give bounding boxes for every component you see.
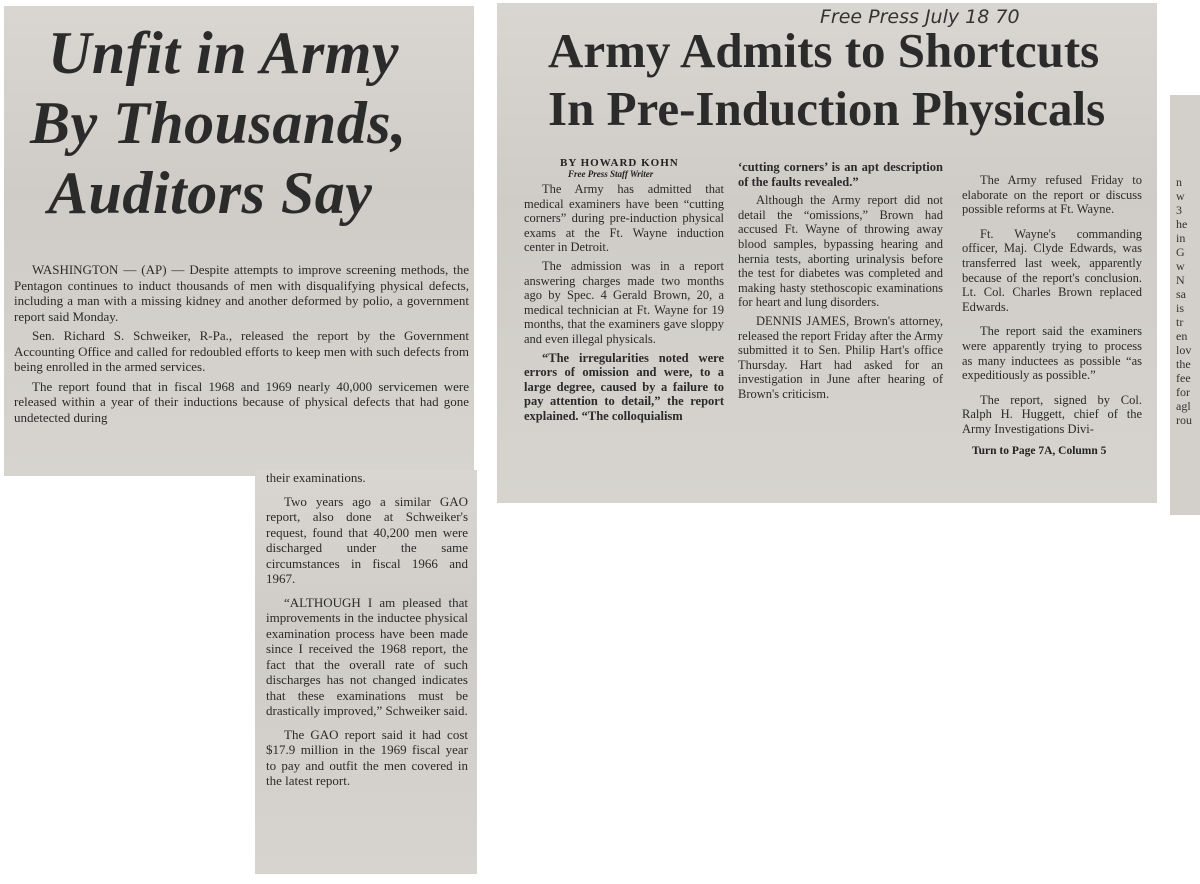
paragraph: “ALTHOUGH I am pleased that improvements in the inductee physical examination process have been made since I received the 1968 report, the fact that the overall rate of such discharges has not changed indicates that these examinations must be drastically improved,” Schweiker said.: [266, 594, 468, 718]
edge-fragment: rou: [1176, 413, 1192, 427]
paragraph: Ft. Wayne's commanding officer, Maj. Clyde Edwards, was transferred last week, apparently because of the report's conclusion. Lt. Col. Charles Brown replaced Edwards.: [962, 226, 1142, 314]
edge-fragment: agl: [1176, 399, 1191, 413]
paragraph: The Army has admitted that medical examiners have been “cutting corners” during pre-induction physical exams at the Ft. Wayne induction center in Detroit.: [524, 182, 724, 255]
headline-line-1: Army Admits to Shortcuts: [548, 23, 1100, 78]
edge-fragment: w: [1176, 189, 1185, 203]
byline: BY HOWARD KOHN: [560, 157, 679, 169]
article-column-2: [738, 160, 943, 406]
edge-fragment: N: [1176, 273, 1185, 287]
edge-fragment: the: [1176, 357, 1191, 371]
paragraph: The report found that in fiscal 1968 and 1969 nearly 40,000 servicemen were released within a year of their inductions because of physical defects that had gone undetected during: [14, 378, 469, 425]
edge-fragment: is: [1176, 301, 1185, 315]
paragraph: their examinations.: [266, 470, 366, 485]
edge-fragment: tr: [1176, 315, 1184, 329]
edge-fragments: [1170, 95, 1200, 427]
jump-line: Turn to Page 7A, Column 5: [972, 444, 1107, 457]
paragraph: Although the Army report did not detail the “omissions,” Brown had accused Ft. Wayne of throwing away blood samples, bypassing hearing and hernia tests, aborting urinalysis before the test for diabetes was completed and making hasty stethoscopic examinations for heart and lung disorders.: [738, 193, 943, 310]
paragraph: WASHINGTON — (AP) — Despite attempts to improve screening methods, the Pentagon continues to induct thousands of men with disqualifying physical defects, including a man with a missing kidney and another deformed by polio, a government report said Monday.: [14, 262, 469, 324]
edge-fragment: G: [1176, 245, 1185, 259]
paragraph: The admission was in a report answering charges made two months ago by Spec. 4 Gerald Brown, 20, a medical technician at Ft. Wayne for 19 months, that the examiners gave sloppy and even illegal physicals.: [524, 258, 724, 346]
headline-line-2: In Pre-Induction Physicals: [548, 81, 1106, 136]
headline-line-1: Unfit in Army: [48, 20, 400, 86]
handwritten-note: Free Press July 18 70: [820, 6, 1020, 28]
left-headline: [30, 18, 470, 228]
edge-fragment: en: [1176, 329, 1188, 343]
paragraph: Two years ago a similar GAO report, also done at Schweiker's request, found that 40,200 men were discharged under the same circumstances in fiscal 1966 and 1967.: [266, 493, 468, 586]
edge-fragment: w: [1176, 259, 1185, 273]
headline-line-3: Auditors Say: [48, 160, 373, 226]
paragraph: The report, signed by Col. Ralph H. Huggett, chief of the Army Investigations Divi-: [962, 392, 1142, 436]
paragraph: The Army refused Friday to elaborate on the report or discuss possible reforms at Ft. Wayne.: [962, 173, 1142, 217]
paragraph: ‘cutting corners’ is an apt description of the faults revealed.”: [738, 160, 943, 189]
paragraph: “The irregularities noted were errors of omission and were, to a large degree, caused by a failure to pay attention to detail,” the report explained. “The colloquialism: [524, 350, 724, 423]
paragraph: The report said the examiners were apparently trying to process as many inductees as possible “as expeditiously as possible.”: [962, 324, 1142, 383]
right-headline: [548, 22, 1148, 138]
edge-fragment: 3: [1176, 203, 1182, 217]
paragraph: The GAO report said it had cost $17.9 million in the 1969 fiscal year to pay and outfit the men covered in the latest report.: [266, 726, 468, 788]
edge-fragment: n: [1176, 175, 1182, 189]
article-column-1: [524, 157, 724, 428]
left-body-top: [14, 262, 469, 429]
edge-fragment: fee: [1176, 371, 1191, 385]
edge-fragment: for: [1176, 385, 1190, 399]
edge-fragment: lov: [1176, 343, 1192, 357]
left-body-narrow: [266, 470, 468, 793]
paragraph: Sen. Richard S. Schweiker, R-Pa., released the report by the Government Accounting Office and called for redoubled efforts to keep men with such defects from being enrolled in the armed services.: [14, 328, 469, 374]
edge-fragment: he: [1176, 217, 1188, 231]
edge-fragment-strip: [1170, 95, 1200, 515]
byline-title: Free Press Staff Writer: [568, 169, 654, 179]
edge-fragment: sa: [1176, 287, 1186, 301]
headline-line-2: By Thousands,: [30, 90, 407, 156]
edge-fragment: in: [1176, 231, 1186, 245]
article-column-3: [962, 173, 1142, 457]
paragraph: DENNIS JAMES, Brown's attorney, released the report Friday after the Army submitted it to Sen. Philip Hart's office Thursday. Hart had asked for an investigation in June after hearing of Brown's criticism.: [738, 313, 943, 401]
